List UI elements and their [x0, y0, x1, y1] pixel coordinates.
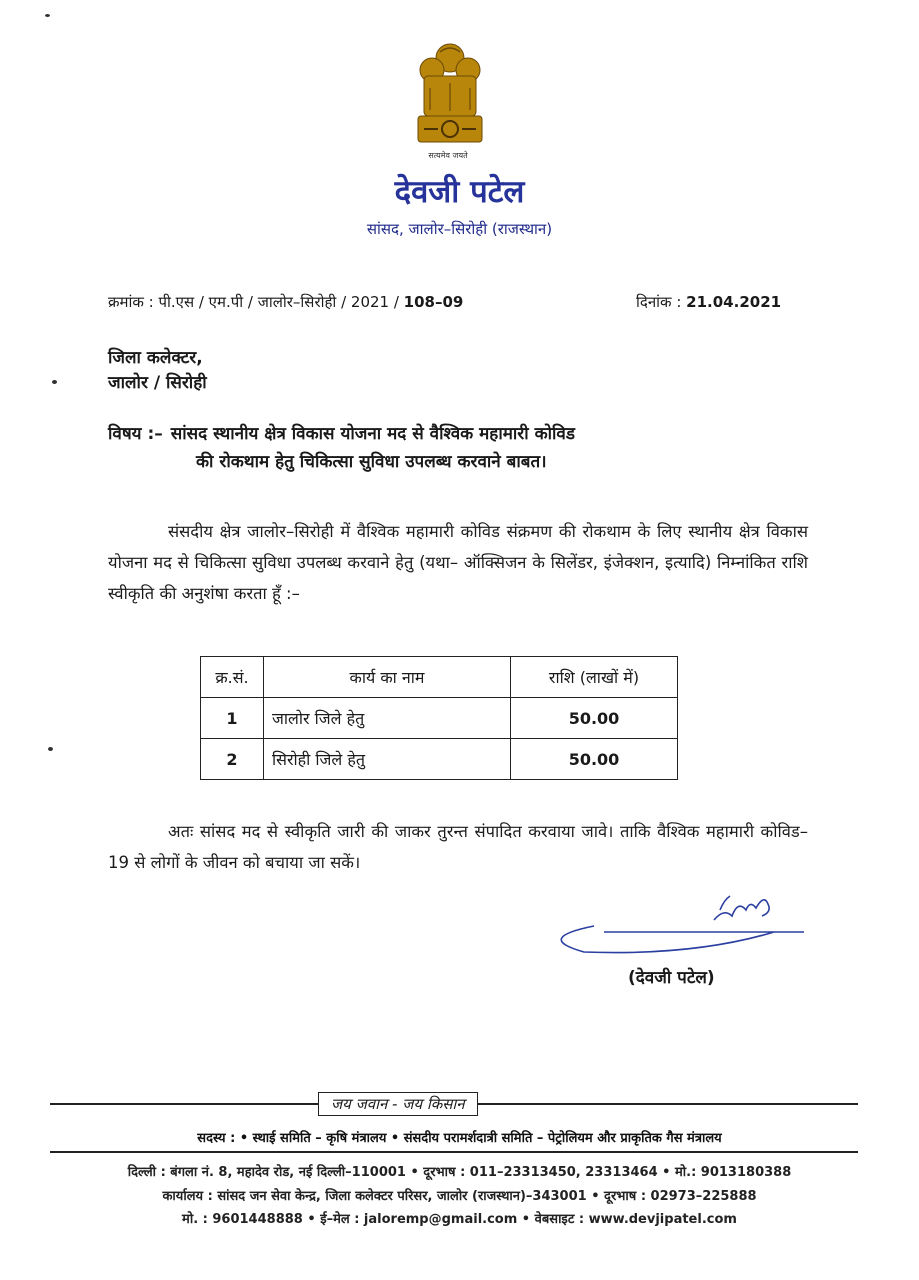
sender-designation: सांसद, जालोर–सिरोही (राजस्थान) [366, 220, 553, 238]
scan-mark [52, 380, 57, 384]
recipient-title: जिला कलेक्टर, [108, 348, 203, 368]
letter-date [636, 292, 781, 312]
emblem-motto: सत्यमेव जयते [428, 151, 468, 160]
subject-line-1: सांसद स्थानीय क्षेत्र विकास योजना मद से वैश्विक महामारी कोविड [170, 424, 575, 444]
date-label: दिनांक : [636, 293, 687, 311]
body-paragraph-2: अतः सांसद मद से स्वीकृति जारी की जाकर तुरन्त संपादित करवाया जावे। ताकि वैश्विक महामारी कोविड–19 से लोगों के जीवन को बचाया जा सकें। [108, 822, 808, 872]
scan-mark [45, 14, 50, 17]
cell-work-name: जालोर जिले हेतु [264, 698, 511, 739]
header-amount: राशि (लाखों में) [511, 657, 678, 698]
footer-office-address: कार्यालय : सांसद जन सेवा केन्द्र, जिला कलेक्टर परिसर, जालोर (राजस्थान)–343001 • दूरभाष : 02973–225888 [162, 1189, 757, 1204]
reference-code: 108–09 [403, 293, 464, 311]
header-serial: क्र.सं. [201, 657, 264, 698]
footer-divider-bottom [50, 1151, 858, 1153]
subject-label: विषय :– [108, 424, 163, 444]
reference-number [108, 292, 463, 312]
scan-mark [48, 747, 53, 751]
table-row [201, 698, 678, 739]
date-value: 21.04.2021 [686, 293, 782, 311]
handwritten-signature [524, 880, 814, 960]
sender-name: देवजी पटेल [394, 174, 525, 210]
recipient-location: जालोर / सिरोही [108, 373, 207, 393]
signatory-name: (देवजी पटेल) [628, 968, 715, 988]
national-emblem-icon [410, 38, 490, 148]
footer-contact: मो. : 9601448888 • ई–मेल : jaloremp@gmail.com • वेबसाइट : www.devjipatel.com [182, 1212, 737, 1227]
slogan-box: जय जवान - जय किसान [318, 1092, 478, 1116]
committee-membership: सदस्य : • स्थाई समिति – कृषि मंत्रालय • संसदीय परामर्शदात्री समिति – पेट्रोलियम और प्राकृतिक गैस मंत्रालय [197, 1131, 722, 1146]
cell-amount: 50.00 [511, 698, 678, 739]
cell-serial: 1 [201, 698, 264, 739]
header-work-name: कार्य का नाम [264, 657, 511, 698]
cell-work-name: सिरोही जिले हेतु [264, 739, 511, 780]
footer-delhi-address: दिल्ली : बंगला नं. 8, महादेव रोड, नई दिल्ली–110001 • दूरभाष : 011–23313450, 23313464 • मो.: 9013180388 [127, 1165, 792, 1180]
cell-amount: 50.00 [511, 739, 678, 780]
cell-serial: 2 [201, 739, 264, 780]
works-table [200, 656, 678, 780]
body-paragraph-1: संसदीय क्षेत्र जालोर–सिरोही में वैश्विक महामारी कोविड संक्रमण की रोकथाम के लिए स्थानीय क्षेत्र विकास योजना मद से चिकित्सा सुविधा उपलब्ध करवाने हेतु (यथा– ऑक्सिजन के सिलेंडर, इंजेक्शन, इत्यादि) निम्नांकित राशि स्वीकृति की अनुशंषा करता हूँ :– [108, 522, 808, 603]
table-row [201, 739, 678, 780]
reference-label: क्रमांक : पी.एस / एम.पी / जालोर–सिरोही / 2021 / [108, 293, 404, 311]
table-header-row [201, 657, 678, 698]
subject-line-2: की रोकथाम हेतु चिकित्सा सुविधा उपलब्ध करवाने बाबत। [196, 452, 547, 472]
subject [108, 420, 828, 476]
